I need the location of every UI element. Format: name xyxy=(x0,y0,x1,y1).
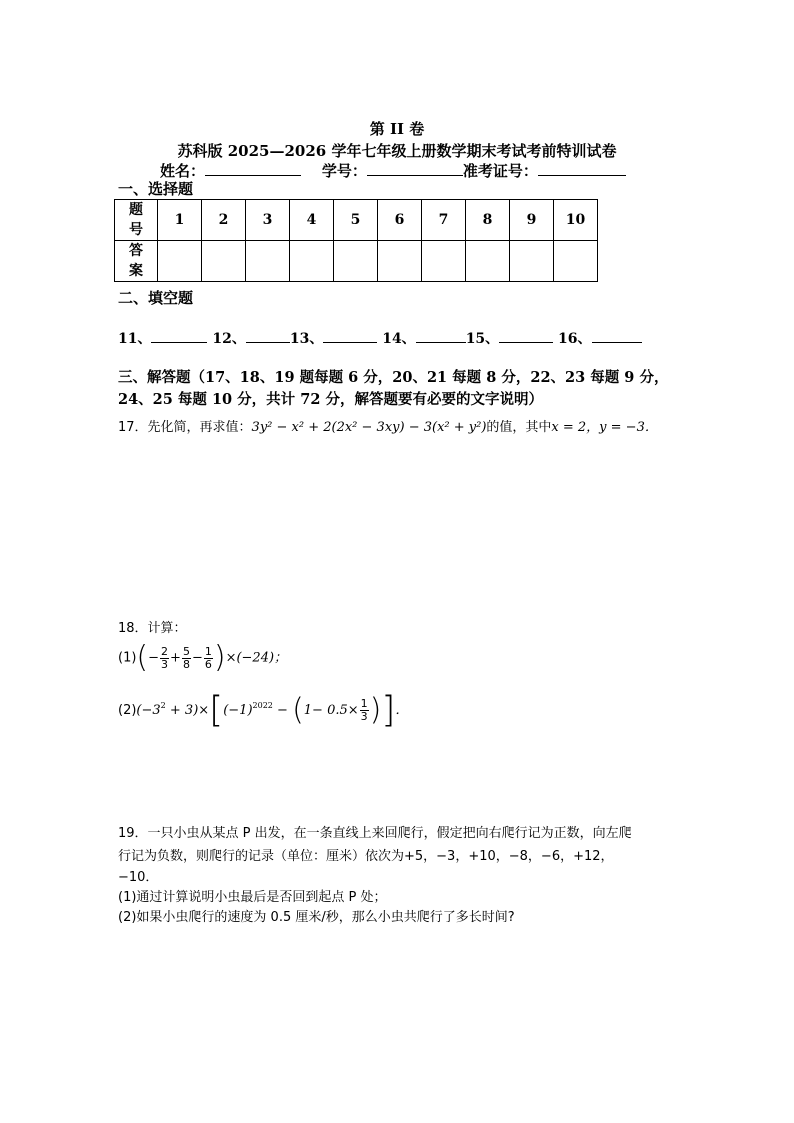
question-number-cell: 6 xyxy=(378,200,422,241)
q18-p2-label: (2) xyxy=(118,703,137,718)
fill-blank[interactable] xyxy=(246,330,290,343)
q18-title: 18．计算： xyxy=(118,621,187,636)
answer-cell[interactable] xyxy=(246,241,290,282)
question-number-cell: 2 xyxy=(202,200,246,241)
fill-blank-line xyxy=(118,328,642,348)
q19-sub2: (2)如果小虫爬行的速度为 0.5 厘米/秒，那么小虫共爬行了多长时间? xyxy=(118,910,515,925)
q18-part1: (1)(− $\frac{2}{3}$ + $\frac{5}{8}$ − $\frac{1}{6}$ )×(−24)； xyxy=(118,640,288,675)
answer-table xyxy=(114,199,598,282)
answer-cell[interactable] xyxy=(466,241,510,282)
answer-cell[interactable] xyxy=(158,241,202,282)
q17-expression: 3y² − x² + 2(2x² − 3xy) − 3(x² + y²) xyxy=(251,420,487,435)
id-label: 学号： xyxy=(321,162,367,180)
fill-blank[interactable] xyxy=(416,330,466,343)
section1-title: 一、选择题 xyxy=(118,180,194,198)
q18-p1-tail: ×(−24)； xyxy=(225,650,288,666)
student-info-line xyxy=(160,160,626,181)
fraction: $\frac{1}{6}$ xyxy=(204,644,212,671)
fill-item-label: 15、 xyxy=(465,331,500,347)
answer-cell[interactable] xyxy=(334,241,378,282)
question-17 xyxy=(118,416,658,435)
q19-line1: 19．一只小虫从某点 P 出发，在一条直线上来回爬行，假定把向右爬行记为正数，向左爬 xyxy=(118,826,632,841)
question-number-cell: 8 xyxy=(466,200,510,241)
fill-blank[interactable] xyxy=(499,330,553,343)
fill-item-label: 11、 xyxy=(118,331,152,347)
q17-suffix: 的值，其中 xyxy=(486,420,552,435)
fraction: $\frac{2}{3}$ xyxy=(161,644,169,671)
answer-header: 答 案 xyxy=(115,241,158,282)
fill-blank[interactable] xyxy=(151,330,207,343)
fill-item-label: 16、 xyxy=(558,331,592,347)
question-number-cell: 10 xyxy=(554,200,598,241)
question-number-cell: 3 xyxy=(246,200,290,241)
exam-label: 准考证号： xyxy=(462,162,538,180)
answer-cell[interactable] xyxy=(510,241,554,282)
question-number-cell: 4 xyxy=(290,200,334,241)
fill-item-label: 14、 xyxy=(382,331,416,347)
question-number-cell: 5 xyxy=(334,200,378,241)
q18-p1-label: (1) xyxy=(118,650,137,666)
fill-item-label: 13、 xyxy=(289,331,324,347)
answer-cell[interactable] xyxy=(202,241,246,282)
exam-number-blank[interactable] xyxy=(538,161,626,176)
answer-cell[interactable] xyxy=(290,241,334,282)
q17-condition: x = 2，y = −3． xyxy=(551,420,658,435)
fill-item-label: 12、 xyxy=(212,331,246,347)
answer-cell[interactable] xyxy=(554,241,598,282)
q18-p2-end: ． xyxy=(395,703,409,718)
name-label: 姓名： xyxy=(160,162,206,180)
paper-title: 苏科版 2025—2026 学年七年级上册数学期末考试考前特训试卷 xyxy=(177,142,617,160)
q19-line3: −10． xyxy=(118,870,159,885)
q17-prefix: 17．先化简，再求值： xyxy=(118,420,252,435)
section2-title: 二、填空题 xyxy=(118,289,194,307)
id-blank[interactable] xyxy=(367,161,463,176)
fill-blank[interactable] xyxy=(323,330,377,343)
fill-blank[interactable] xyxy=(592,330,642,343)
answer-cell[interactable] xyxy=(422,241,466,282)
answer-table-answer-row xyxy=(115,241,598,282)
fraction: $\frac{5}{8}$ xyxy=(182,644,190,671)
question-number-cell: 1 xyxy=(158,200,202,241)
q18-part2: $(2)(-3^2 + 3)\times[(-1)^{2022} - (1- 0.5\times$ $\frac{1}{3}$ )]． xyxy=(118,689,409,731)
volume-title: 第 II 卷 xyxy=(369,120,425,138)
answer-cell[interactable] xyxy=(378,241,422,282)
q19-sub1: (1)通过计算说明小虫最后是否回到起点 P 处； xyxy=(118,890,387,905)
fraction: $\frac{1}{3}$ xyxy=(360,697,368,723)
name-blank[interactable] xyxy=(205,161,301,176)
section3-title-line1: 三、解答题（17、18、19 题每题 6 分，20、21 每题 8 分，22、23 每题 9 分， xyxy=(118,369,669,386)
q19-line2: 行记为负数，则爬行的记录（单位：厘米）依次为+5，−3，+10，−8，−6，+12， xyxy=(118,849,614,864)
question-number-cell: 7 xyxy=(422,200,466,241)
question-number-cell: 9 xyxy=(510,200,554,241)
answer-table-number-row xyxy=(115,200,598,241)
question-number-header: 题 号 xyxy=(115,200,158,241)
section3-title-line2: 24、25 每题 10 分，共计 72 分，解答题要有必要的文字说明） xyxy=(118,391,543,408)
